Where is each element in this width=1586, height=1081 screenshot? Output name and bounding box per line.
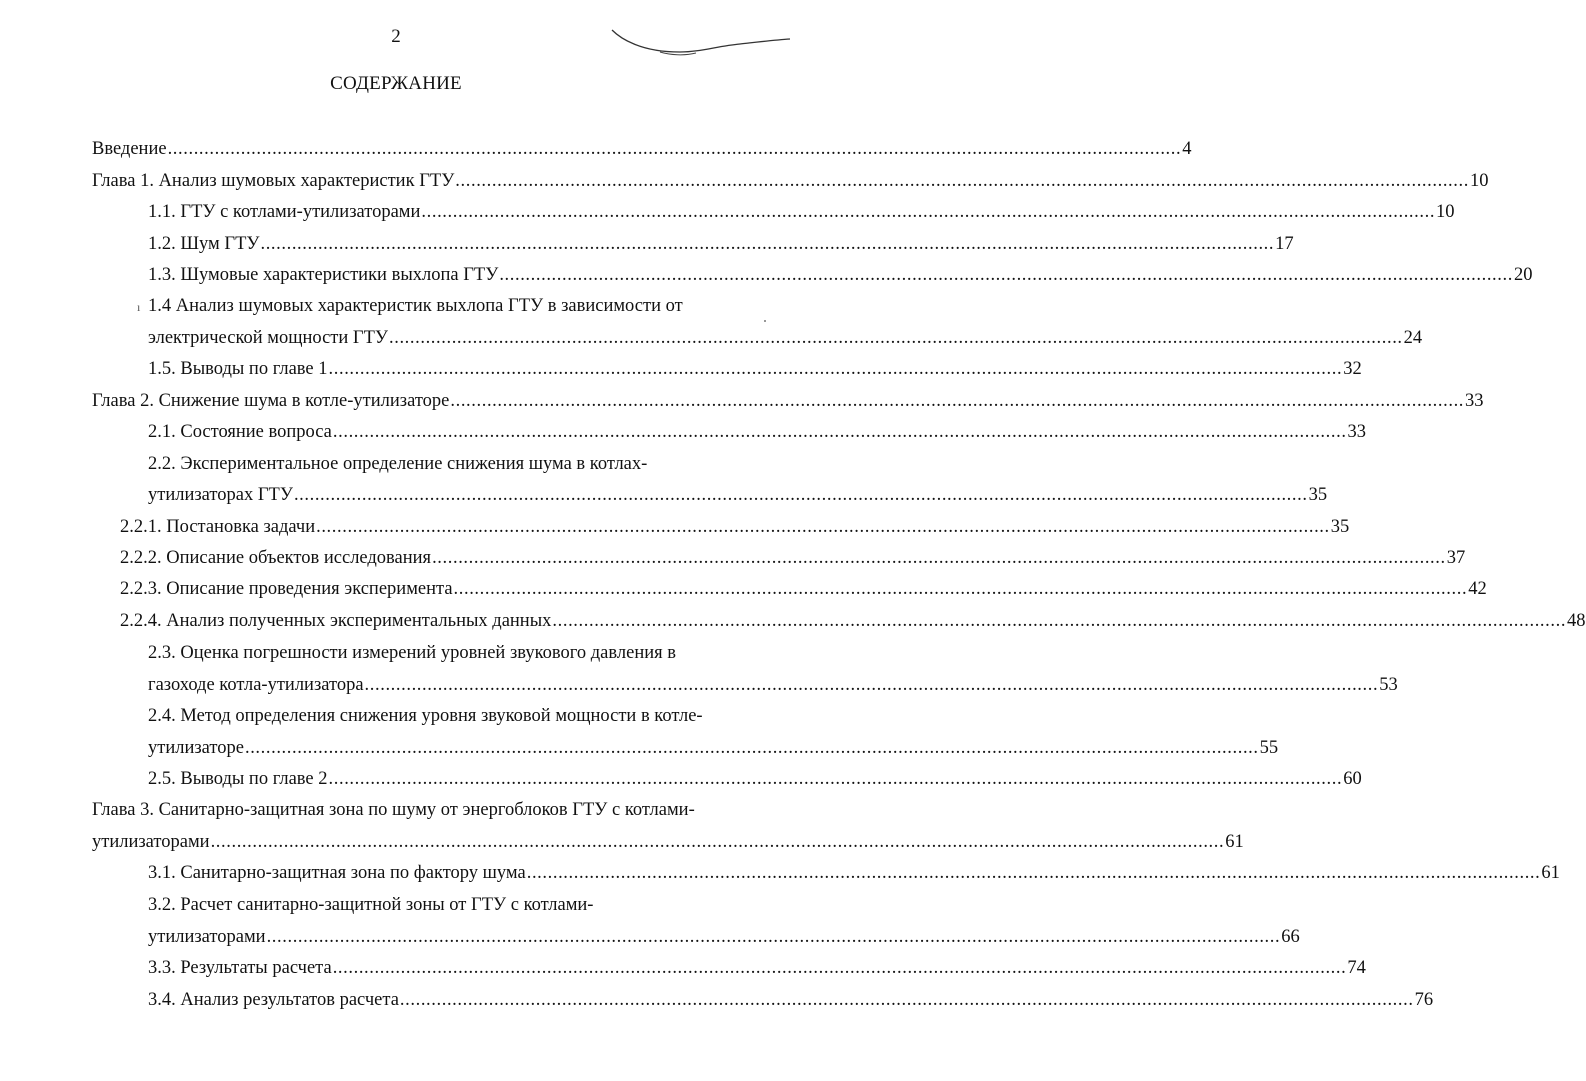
leader-dots: .................................................................................................................................................................................................. (552, 611, 1567, 631)
toc-entry[interactable] (120, 577, 1487, 601)
toc-entry[interactable] (148, 294, 756, 318)
toc-entry[interactable] (148, 893, 756, 917)
toc-entry-text: 2.5. Выводы по главе 2 (148, 769, 328, 789)
toc-entry-page: 53 (1379, 675, 1398, 695)
leader-dots: .................................................................................................................................................................................................. (450, 391, 1465, 411)
toc-entry[interactable] (92, 137, 1192, 161)
toc-entry-page: 20 (1513, 265, 1533, 285)
toc-entry-text: 1.2. Шум ГТУ (148, 234, 260, 254)
margin-mark: ı (137, 300, 141, 314)
toc-entry-text: утилизаторах ГТУ (148, 485, 293, 505)
toc-entry[interactable] (148, 925, 1300, 949)
toc-entry-text: 2.3. Оценка погрешности измерений уровней звукового давления в (148, 643, 676, 663)
leader-dots: .................................................................................................................................................................................................. (260, 234, 1275, 254)
toc-entry-page: 35 (1308, 485, 1328, 505)
toc-entry-text: 1.4 Анализ шумовых характеристик выхлопа ГТУ в зависимости от (148, 296, 683, 316)
leader-dots: .................................................................................................................................................................................................. (244, 738, 1259, 758)
toc-entry-text: 2.1. Состояние вопроса (148, 422, 332, 442)
toc-entry-page: 33 (1347, 422, 1367, 442)
toc-entry-page: 76 (1414, 990, 1434, 1010)
contents-title: СОДЕРЖАНИЕ (330, 73, 462, 94)
scan-speck (764, 320, 766, 322)
leader-dots: .................................................................................................................................................................................................. (432, 548, 1446, 568)
toc-entry[interactable] (148, 452, 756, 476)
leader-dots: .................................................................................................................................................................................................. (266, 927, 1281, 947)
toc-entry[interactable] (148, 232, 1294, 256)
leader-dots: .................................................................................................................................................................................................. (328, 359, 1343, 379)
toc-entry-page: 17 (1275, 234, 1294, 254)
toc-entry[interactable] (148, 641, 756, 665)
leader-dots: .................................................................................................................................................................................................. (399, 990, 1414, 1010)
toc-entry-text: 1.3. Шумовые характеристики выхлопа ГТУ (148, 265, 499, 285)
leader-dots: .................................................................................................................................................................................................. (455, 171, 1469, 191)
leader-dots: .................................................................................................................................................................................................. (526, 863, 1541, 883)
leader-dots: .................................................................................................................................................................................................. (293, 485, 1308, 505)
toc-entry[interactable] (148, 673, 1398, 697)
toc-entry-page: 10 (1469, 171, 1489, 191)
toc-entry-page: 4 (1182, 139, 1192, 159)
toc-entry[interactable] (120, 609, 1586, 633)
toc-entry-text: Глава 1. Анализ шумовых характеристик ГТУ (92, 171, 455, 191)
leader-dots: .................................................................................................................................................................................................. (210, 832, 1225, 852)
leader-dots: .................................................................................................................................................................................................. (332, 422, 1347, 442)
page-number: 2 (391, 26, 401, 47)
toc-entry-page: 55 (1259, 738, 1279, 758)
toc-entry-page: 24 (1403, 328, 1423, 348)
leader-dots: .................................................................................................................................................................................................. (316, 517, 1330, 537)
toc-entry[interactable] (148, 263, 1533, 287)
toc-entry-page: 48 (1567, 611, 1586, 631)
toc-entry[interactable] (148, 988, 1434, 1012)
toc-entry-page: 33 (1465, 391, 1484, 411)
handwritten-mark (600, 22, 792, 62)
toc-entry-page: 66 (1281, 927, 1300, 947)
toc-entry-text: 2.2.1. Постановка задачи (120, 517, 316, 537)
toc-entry[interactable] (148, 767, 1362, 791)
toc-entry-text: 2.2.4. Анализ полученных экспериментальных данных (120, 611, 552, 631)
toc-entry-text: 2.2.2. Описание объектов исследования (120, 548, 432, 568)
toc-entry-text: утилизаторами (148, 927, 266, 947)
toc-entry[interactable] (148, 483, 1328, 507)
toc-entry-text: 2.2. Экспериментальное определение снижения шума в котлах- (148, 454, 648, 474)
toc-entry[interactable] (148, 956, 1366, 980)
toc-entry-page: 61 (1541, 863, 1560, 883)
toc-entry-page: 10 (1436, 202, 1455, 222)
toc-entry-text: Введение (92, 139, 167, 159)
toc-entry-text: 3.3. Результаты расчета (148, 958, 332, 978)
toc-entry[interactable] (148, 357, 1362, 381)
toc-entry-page: 37 (1446, 548, 1466, 568)
toc-entry-text: 1.5. Выводы по главе 1 (148, 359, 328, 379)
toc-entry-page: 60 (1343, 769, 1362, 789)
toc-entry[interactable] (92, 798, 756, 822)
toc-entry-text: Глава 3. Санитарно-защитная зона по шуму от энергоблоков ГТУ с котлами- (92, 800, 695, 820)
toc-entry-text: 2.2.3. Описание проведения эксперимента (120, 579, 453, 599)
toc-entry-page: 61 (1225, 832, 1244, 852)
leader-dots: .................................................................................................................................................................................................. (421, 202, 1436, 222)
leader-dots: .................................................................................................................................................................................................. (364, 675, 1379, 695)
toc-entry[interactable] (92, 830, 1244, 854)
toc-entry[interactable] (148, 200, 1455, 224)
toc-entry-text: 2.4. Метод определения снижения уровня звуковой мощности в котле- (148, 706, 703, 726)
toc-entry-page: 74 (1347, 958, 1366, 978)
toc-entry[interactable] (148, 420, 1367, 444)
leader-dots: .................................................................................................................................................................................................. (332, 958, 1347, 978)
toc-entry-text: 1.1. ГТУ с котлами-утилизаторами (148, 202, 421, 222)
leader-dots: .................................................................................................................................................................................................. (167, 139, 1182, 159)
toc-entry[interactable] (120, 546, 1466, 570)
leader-dots: .................................................................................................................................................................................................. (453, 579, 1468, 599)
toc-entry[interactable] (148, 704, 756, 728)
toc-entry-page: 35 (1330, 517, 1350, 537)
leader-dots: .................................................................................................................................................................................................. (328, 769, 1343, 789)
toc-entry-text: утилизаторами (92, 832, 210, 852)
leader-dots: .................................................................................................................................................................................................. (389, 328, 1403, 348)
toc-entry-page: 32 (1343, 359, 1362, 379)
toc-entry[interactable] (148, 326, 1423, 350)
toc-entry-text: Глава 2. Снижение шума в котле-утилизаторе (92, 391, 450, 411)
toc-entry-text: 3.4. Анализ результатов расчета (148, 990, 399, 1010)
toc-entry[interactable] (92, 169, 1489, 193)
toc-entry-page: 42 (1468, 579, 1487, 599)
toc-entry-text: электрической мощности ГТУ (148, 328, 388, 348)
leader-dots: .................................................................................................................................................................................................. (499, 265, 1513, 285)
toc-entry-text: 3.1. Санитарно-защитная зона по фактору шума (148, 863, 526, 883)
toc-entry[interactable] (148, 736, 1279, 760)
toc-entry[interactable] (148, 861, 1560, 885)
toc-entry-text: газоходе котла-утилизатора (148, 675, 364, 695)
toc-entry[interactable] (120, 515, 1350, 539)
toc-entry[interactable] (92, 389, 1484, 413)
toc-entry-text: утилизаторе (148, 738, 244, 758)
toc-entry-text: 3.2. Расчет санитарно-защитной зоны от ГТУ с котлами- (148, 895, 594, 915)
